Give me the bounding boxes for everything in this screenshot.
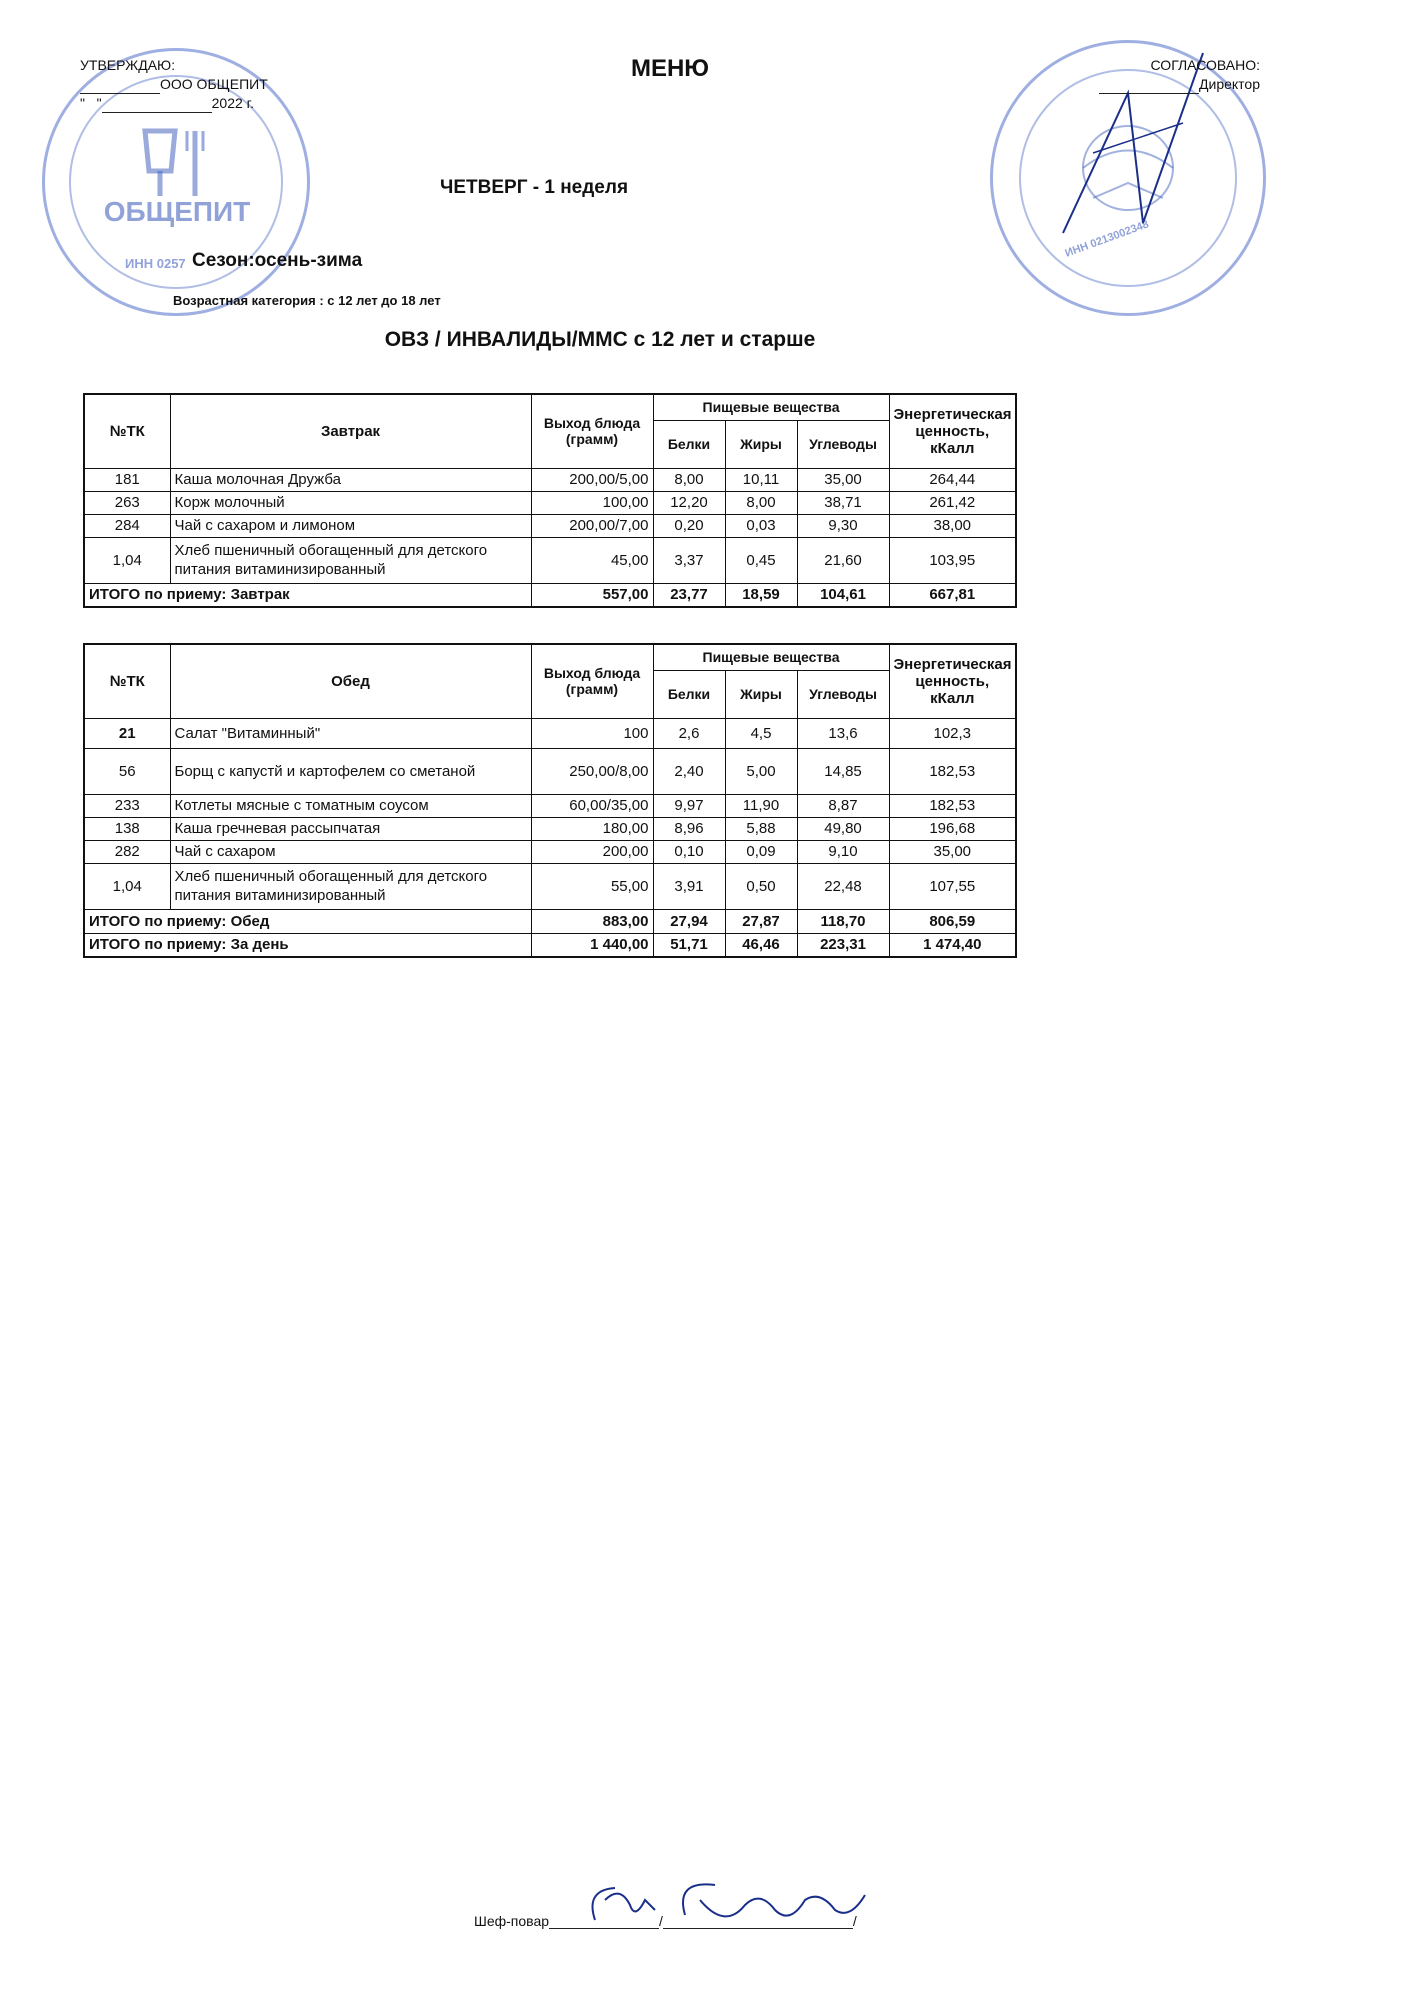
cell-output: 60,00/35,00 (531, 794, 653, 817)
cell-num: 263 (84, 491, 170, 514)
cell-num: 21 (84, 718, 170, 748)
cell-name: Хлеб пшеничный обогащенный для детского питания витаминизированный (170, 863, 531, 909)
col-protein: Белки (653, 420, 725, 468)
total-energy: 1 474,40 (889, 933, 1016, 957)
season-heading: Сезон:осень-зима (192, 250, 363, 271)
cell-protein: 8,00 (653, 468, 725, 491)
cell-protein: 0,10 (653, 840, 725, 863)
table-row (84, 537, 1016, 583)
cell-name: Хлеб пшеничный обогащенный для детского питания витаминизированный (170, 537, 531, 583)
col-energy: Энергетическая ценность, кКалл (889, 644, 1016, 718)
cell-fat: 8,00 (725, 491, 797, 514)
table-row (84, 491, 1016, 514)
cell-name: Салат "Витаминный" (170, 718, 531, 748)
col-energy: Энергетическая ценность, кКалл (889, 394, 1016, 468)
cell-protein: 8,96 (653, 817, 725, 840)
cell-name: Каша молочная Дружба (170, 468, 531, 491)
stamp-inn-text-right: ИНН 0213002348 (1063, 218, 1151, 260)
cell-name: Чай с сахаром и лимоном (170, 514, 531, 537)
col-nutrients: Пищевые вещества (653, 644, 889, 670)
cell-carbs: 14,85 (797, 748, 889, 794)
cell-carbs: 9,10 (797, 840, 889, 863)
cell-output: 100,00 (531, 491, 653, 514)
cell-protein: 12,20 (653, 491, 725, 514)
cell-num: 138 (84, 817, 170, 840)
cell-energy: 107,55 (889, 863, 1016, 909)
cell-energy: 182,53 (889, 748, 1016, 794)
total-protein: 23,77 (653, 583, 725, 607)
table-row (84, 718, 1016, 748)
table-row (84, 794, 1016, 817)
lunch-table (83, 643, 1017, 958)
chef-label: Шеф-повар (474, 1913, 550, 1929)
cell-energy: 102,3 (889, 718, 1016, 748)
chef-end: / (852, 1913, 857, 1929)
agree-block (1035, 56, 1260, 94)
cell-output: 55,00 (531, 863, 653, 909)
total-output: 1 440,00 (531, 933, 653, 957)
chef-signature (575, 1870, 895, 1940)
cell-output: 250,00/8,00 (531, 748, 653, 794)
col-nutrients: Пищевые вещества (653, 394, 889, 420)
total-row (84, 909, 1016, 933)
total-protein: 51,71 (653, 933, 725, 957)
cell-name: Котлеты мясные с томатным соусом (170, 794, 531, 817)
approve-label: УТВЕРЖДАЮ: (80, 57, 176, 73)
approve-date-line (80, 94, 268, 113)
approve-date: 2022 г. (211, 95, 254, 111)
cell-fat: 11,90 (725, 794, 797, 817)
cell-num: 284 (84, 514, 170, 537)
total-energy: 806,59 (889, 909, 1016, 933)
age-category: Возрастная категория : с 12 лет до 18 лет (173, 293, 441, 308)
breakfast-table (83, 393, 1017, 608)
total-carbs: 118,70 (797, 909, 889, 933)
col-fat: Жиры (725, 420, 797, 468)
cell-fat: 0,03 (725, 514, 797, 537)
approve-org: ООО ОБЩЕПИТ (160, 76, 268, 92)
cell-num: 181 (84, 468, 170, 491)
table-row (84, 468, 1016, 491)
cell-carbs: 9,30 (797, 514, 889, 537)
col-carbs: Углеводы (797, 420, 889, 468)
cell-num: 282 (84, 840, 170, 863)
col-output: Выход блюда (грамм) (531, 644, 653, 718)
col-num: №ТК (84, 644, 170, 718)
cell-fat: 10,11 (725, 468, 797, 491)
cell-fat: 4,5 (725, 718, 797, 748)
group-heading: ОВЗ / ИНВАЛИДЫ/ММС с 12 лет и старше (384, 328, 816, 351)
total-label: ИТОГО по приему: За день (84, 933, 531, 957)
stamp-org-text: ОБЩЕПИТ (103, 196, 251, 227)
cell-fat: 5,88 (725, 817, 797, 840)
table-row (84, 748, 1016, 794)
cell-protein: 2,40 (653, 748, 725, 794)
cell-output: 200,00/5,00 (531, 468, 653, 491)
cell-fat: 5,00 (725, 748, 797, 794)
col-protein: Белки (653, 670, 725, 718)
total-row (84, 933, 1016, 957)
cell-energy: 182,53 (889, 794, 1016, 817)
cell-carbs: 49,80 (797, 817, 889, 840)
total-fat: 27,87 (725, 909, 797, 933)
cell-energy: 261,42 (889, 491, 1016, 514)
col-output: Выход блюда (грамм) (531, 394, 653, 468)
cell-fat: 0,09 (725, 840, 797, 863)
cell-protein: 3,91 (653, 863, 725, 909)
cell-name: Чай с сахаром (170, 840, 531, 863)
total-output: 557,00 (531, 583, 653, 607)
cell-protein: 3,37 (653, 537, 725, 583)
cell-name: Корж молочный (170, 491, 531, 514)
chef-separator: / (659, 1913, 663, 1929)
total-carbs: 104,61 (797, 583, 889, 607)
cell-protein: 9,97 (653, 794, 725, 817)
day-heading: ЧЕТВЕРГ - 1 неделя (440, 177, 629, 198)
cell-name: Борщ с капустй и картофелем со сметаной (170, 748, 531, 794)
cell-fat: 0,50 (725, 863, 797, 909)
cell-carbs: 38,71 (797, 491, 889, 514)
cell-carbs: 21,60 (797, 537, 889, 583)
approve-quote-close: " (96, 95, 102, 111)
col-fat: Жиры (725, 670, 797, 718)
total-output: 883,00 (531, 909, 653, 933)
col-carbs: Углеводы (797, 670, 889, 718)
cell-carbs: 35,00 (797, 468, 889, 491)
cell-energy: 264,44 (889, 468, 1016, 491)
cell-num: 233 (84, 794, 170, 817)
cell-output: 100 (531, 718, 653, 748)
total-carbs: 223,31 (797, 933, 889, 957)
cell-energy: 196,68 (889, 817, 1016, 840)
table-row (84, 817, 1016, 840)
table-row (84, 840, 1016, 863)
cell-output: 180,00 (531, 817, 653, 840)
meal-name-lunch: Обед (170, 644, 531, 718)
cell-energy: 35,00 (889, 840, 1016, 863)
meal-name-breakfast: Завтрак (170, 394, 531, 468)
cell-num: 1,04 (84, 863, 170, 909)
cell-output: 45,00 (531, 537, 653, 583)
cell-output: 200,00/7,00 (531, 514, 653, 537)
page-title: МЕНЮ (630, 55, 710, 82)
cup-fork-icon (135, 126, 225, 206)
agree-role: Директор (1199, 76, 1260, 92)
agree-label: СОГЛАСОВАНО: (1150, 57, 1260, 73)
cell-energy: 38,00 (889, 514, 1016, 537)
agree-role-line (1035, 75, 1260, 94)
total-fat: 46,46 (725, 933, 797, 957)
total-label: ИТОГО по приему: Обед (84, 909, 531, 933)
col-num: №ТК (84, 394, 170, 468)
cell-protein: 2,6 (653, 718, 725, 748)
approve-org-line (80, 75, 268, 94)
cell-num: 56 (84, 748, 170, 794)
cell-num: 1,04 (84, 537, 170, 583)
cell-fat: 0,45 (725, 537, 797, 583)
cell-energy: 103,95 (889, 537, 1016, 583)
table-row (84, 514, 1016, 537)
cell-carbs: 13,6 (797, 718, 889, 748)
approve-quote-open: " (80, 95, 85, 111)
cell-carbs: 22,48 (797, 863, 889, 909)
stamp-inn-text: ИНН 0257 (125, 256, 186, 271)
total-label: ИТОГО по приему: Завтрак (84, 583, 531, 607)
table-row (84, 863, 1016, 909)
cell-carbs: 8,87 (797, 794, 889, 817)
approve-block (80, 56, 268, 113)
total-energy: 667,81 (889, 583, 1016, 607)
total-row (84, 583, 1016, 607)
total-fat: 18,59 (725, 583, 797, 607)
cell-protein: 0,20 (653, 514, 725, 537)
total-protein: 27,94 (653, 909, 725, 933)
cell-output: 200,00 (531, 840, 653, 863)
cell-name: Каша гречневая рассыпчатая (170, 817, 531, 840)
